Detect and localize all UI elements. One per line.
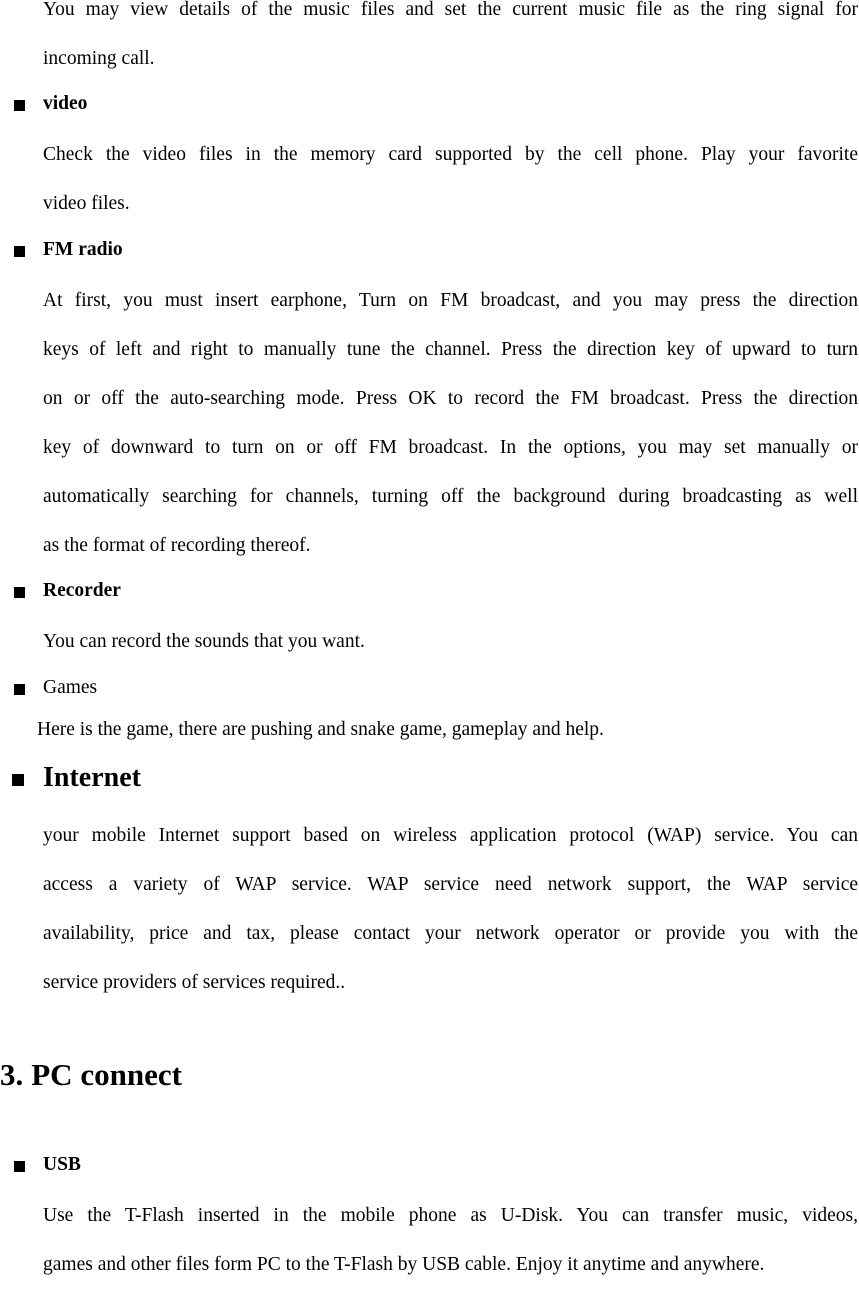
usb-description [43, 1191, 858, 1289]
internet-description [43, 811, 858, 1007]
text-line: Check the video files in the memory card supported by the cell phone. Play your favorite [43, 144, 858, 165]
internet-heading: Internet [43, 762, 141, 793]
section-title: PC connect [31, 1057, 182, 1092]
text-line: incoming call. [43, 48, 155, 69]
recorder-description [43, 617, 858, 666]
games-heading: Games [43, 677, 98, 698]
usb-heading: USB [43, 1154, 81, 1175]
text-line: keys of left and right to manually tune the channel. Press the direction key of upward to turn [43, 339, 858, 360]
bullet-icon [14, 246, 25, 257]
text-line: key of downward to turn on or off FM broadcast. In the options, you may set manually or [43, 437, 858, 458]
text-line: on or off the auto-searching mode. Press OK to record the FM broadcast. Press the direction [43, 388, 858, 409]
video-heading: video [43, 93, 88, 114]
text-line: At first, you must insert earphone, Turn on FM broadcast, and you may press the direction [43, 290, 858, 311]
text-line: as the format of recording thereof. [43, 535, 311, 556]
text-line: availability, price and tax, please contact your network operator or provide you with the [43, 923, 858, 944]
music-description [43, 0, 858, 83]
text-line: games and other files form PC to the T-Flash by USB cable. Enjoy it anytime and anywhere. [43, 1254, 765, 1275]
text-line: Use the T-Flash inserted in the mobile phone as U-Disk. You can transfer music, videos, [43, 1205, 858, 1226]
text-line: video files. [43, 193, 130, 214]
section-number: 3. [0, 1057, 24, 1092]
text-line: service providers of services required.. [43, 972, 346, 993]
games-description: Here is the game, there are pushing and snake game, gameplay and help. [37, 719, 604, 740]
bullet-icon [14, 1161, 25, 1172]
text-line: You can record the sounds that you want. [43, 631, 365, 652]
fm-radio-description [43, 276, 858, 570]
section-heading [0, 1057, 182, 1093]
text-line: access a variety of WAP service. WAP service need network support, the WAP service [43, 874, 858, 895]
bullet-icon [14, 587, 25, 598]
text-line: automatically searching for channels, turning off the background during broadcasting as well [43, 486, 858, 507]
bullet-icon [14, 100, 25, 111]
fm-radio-heading: FM radio [43, 239, 123, 260]
text-line: You may view details of the music files and set the current music file as the ring signal for [43, 0, 858, 20]
recorder-heading: Recorder [43, 580, 121, 601]
bullet-icon [12, 774, 24, 786]
bullet-icon [14, 684, 25, 695]
video-description [43, 130, 858, 228]
text-line: your mobile Internet support based on wireless application protocol (WAP) service. You can [43, 825, 858, 846]
